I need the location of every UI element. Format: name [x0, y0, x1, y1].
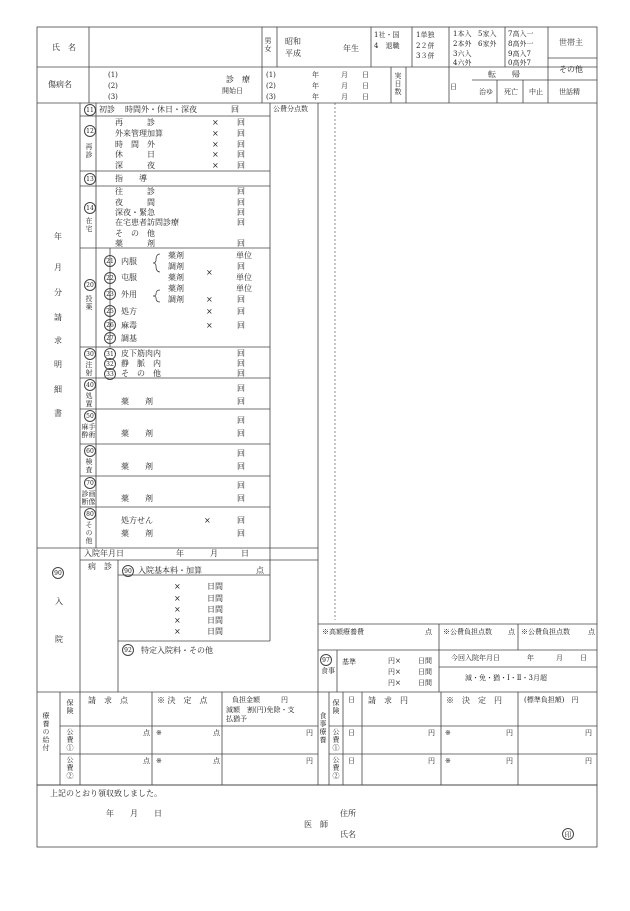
- chozai-kihon-label: 調基: [121, 334, 137, 343]
- chusha-item-3: そ の 他: [121, 369, 161, 378]
- shokuji-title: 食事療養: [319, 712, 327, 744]
- gazo-kai-1: 回: [237, 481, 245, 490]
- chusha-item-1: 皮下筋肉内: [121, 349, 161, 358]
- code-13: 13: [84, 173, 96, 185]
- shujutsu-yakuzai: 薬 剤: [121, 429, 153, 438]
- title-char-3: 分: [54, 288, 62, 297]
- high-opt-9: 9高入7: [508, 50, 531, 58]
- ymd-y3: 年: [312, 93, 319, 101]
- code-21: 21: [104, 255, 116, 267]
- tonpuku-yakuzai: 薬剤: [168, 273, 184, 282]
- ymd-d1: 日: [362, 71, 369, 79]
- adm-opt-5: 5家入: [478, 30, 497, 38]
- k1-yen: 円: [306, 729, 313, 737]
- code-14: 14: [84, 202, 96, 214]
- code-23: 23: [104, 288, 116, 300]
- code-27: 27: [104, 332, 116, 344]
- kohi1-label: ※公費負担点数: [443, 628, 492, 636]
- disease-num-2: (2): [108, 82, 118, 90]
- sekketsu-label: 世話精: [559, 88, 580, 96]
- code-92: 92: [122, 644, 134, 656]
- nyuin-year: 年: [176, 549, 184, 558]
- disease-label: 傷病名: [48, 80, 72, 89]
- shujutsu-kai-1: 回: [237, 416, 245, 425]
- head-label: 世帯主: [559, 38, 583, 47]
- shoshin-kai: 回: [231, 105, 239, 114]
- code-33: 33: [104, 368, 116, 380]
- sonota-title: その他: [85, 521, 93, 545]
- tonpuku-tani: 単位: [236, 273, 252, 282]
- chusha-title: 注射: [85, 361, 93, 377]
- date-num-3: (3): [266, 93, 276, 101]
- shohosen-kai: 回: [237, 516, 245, 525]
- title-char-8: 書: [54, 409, 62, 418]
- code-30: 30: [84, 348, 96, 360]
- single-opt-3: 3３併: [416, 52, 435, 60]
- s2-kome: ※: [445, 757, 451, 765]
- nyuin-x-1: ×: [174, 582, 181, 591]
- zaitaku-kai-4: 回: [237, 218, 245, 227]
- saishin-kai-1: 回: [237, 118, 245, 127]
- adm-opt-3: 3六入: [453, 50, 472, 58]
- kensa-yakuzai: 薬 剤: [121, 462, 153, 471]
- zaitaku-kai-2: 回: [237, 198, 245, 207]
- footer-name: 氏名: [340, 830, 356, 839]
- other-label: その他: [559, 65, 583, 74]
- code-11: 11: [84, 104, 96, 116]
- nyuin-x-5: ×: [174, 627, 181, 636]
- adm-opt-6: 6家外: [478, 40, 497, 48]
- saishin-kai-5: 回: [237, 161, 245, 170]
- start-label-1: 診 療: [226, 75, 250, 84]
- kohi1-ten: 点: [508, 628, 515, 636]
- shokuji-kohi1: 公費①: [332, 728, 340, 752]
- code-80: 80: [84, 508, 96, 520]
- nyuin-char-1: 入: [55, 597, 63, 606]
- code-12: 12: [84, 125, 96, 137]
- title-char-2: 月: [54, 263, 62, 272]
- footer-doctor: 医 師: [304, 820, 328, 829]
- shoshin-label: 初診: [99, 105, 115, 114]
- kogaku-ten: 点: [425, 628, 432, 636]
- ymd-d3: 日: [362, 93, 369, 101]
- high-opt-7: 7高入一: [508, 30, 534, 38]
- adm-opt-2: 2本外: [453, 40, 472, 48]
- s1-yen3: 円: [585, 729, 592, 737]
- code-50: 50: [84, 410, 96, 422]
- seal-mark: 印: [562, 828, 574, 840]
- gen-label: 減・免・猶・Ⅰ・Ⅱ・3月超: [465, 674, 547, 682]
- nyuin-day: 日: [241, 549, 249, 558]
- single-opt-1: 1単独: [416, 31, 435, 39]
- saishin-item-4: 休 日: [115, 150, 155, 159]
- seikyu-label: 請 求 点: [88, 696, 128, 705]
- nyuin-days-4: 日間: [207, 616, 223, 625]
- start-label-2: 開始日: [222, 87, 243, 95]
- sonota-kai: 回: [237, 529, 245, 538]
- outcome-cured: 治ゆ: [479, 88, 493, 96]
- shoho-x: ×: [206, 307, 213, 316]
- chusha-kai-3: 回: [237, 369, 245, 378]
- kihon-label: 入院基本料・加算: [138, 566, 202, 575]
- meal-yen-3: 円×: [388, 679, 401, 687]
- high-opt-0: 0高外7: [508, 59, 531, 67]
- shochi-yakuzai: 薬 剤: [121, 397, 153, 406]
- k1-ten: 点: [143, 729, 150, 737]
- futan-1: 負担金額 円: [232, 696, 288, 704]
- nyuin-x-3: ×: [174, 605, 181, 614]
- shokuji-kohi2: 公費②: [332, 756, 340, 780]
- toyaku-title: 投薬: [85, 295, 93, 311]
- gaiyo-label: 外用: [121, 290, 137, 299]
- saishin-kai-4: 回: [237, 150, 245, 159]
- title-char-6: 明: [54, 360, 62, 369]
- s-nichi-1: 日: [348, 729, 355, 737]
- meal-days-1: 日間: [418, 657, 432, 665]
- kensa-kai-1: 回: [237, 449, 245, 458]
- code-25: 25: [104, 305, 116, 317]
- zaitaku-kai-6: 回: [237, 239, 245, 248]
- naifuku-kai: 回: [237, 262, 245, 271]
- konkai-day: 日: [580, 654, 587, 662]
- zaitaku-item-1: 往 診: [115, 187, 155, 196]
- chusha-item-2: 静 脈 内: [121, 359, 161, 368]
- kyufu-kohi2: 公費②: [66, 756, 74, 780]
- naifuku-tani: 単位: [236, 251, 252, 260]
- konkai-month: 月: [556, 654, 563, 662]
- s2-yen: 円: [428, 757, 435, 765]
- shochi-kai-1: 回: [237, 384, 245, 393]
- zaitaku-item-6: 薬 剤: [115, 239, 155, 248]
- nyuin-x-2: ×: [174, 594, 181, 603]
- naifuku-chozai: 調剤: [168, 262, 184, 271]
- code-60: 60: [84, 445, 96, 457]
- hyojun-label: (標準負担額) 円: [524, 696, 579, 704]
- meal-yen-2: 円×: [388, 668, 401, 676]
- shohosen-label: 処方せん: [121, 516, 153, 525]
- code-32: 32: [104, 358, 116, 370]
- ymd-d2: 日: [362, 82, 369, 90]
- code-22: 22: [104, 272, 116, 284]
- nyuin-x-4: ×: [174, 616, 181, 625]
- nyuin-date-label: 入院年月日: [84, 549, 124, 558]
- s1-yen2: 円: [506, 729, 513, 737]
- zaitaku-kai-3: 回: [237, 208, 245, 217]
- gaiyo-chozai: 調剤: [168, 295, 184, 304]
- zaitaku-title: 在宅: [85, 217, 93, 233]
- chusha-kai-2: 回: [237, 359, 245, 368]
- naifuku-label: 内服: [121, 257, 137, 266]
- gaiyo-x: ×: [206, 295, 213, 304]
- shokuji-label: 食事: [321, 667, 335, 675]
- kensa-title: 検査: [85, 458, 93, 474]
- adm-opt-4: 4六外: [453, 59, 472, 67]
- s-seikyu-label: 請 求 円: [368, 696, 408, 705]
- shoho-label: 処方: [121, 307, 137, 316]
- disease-num-1: (1): [108, 71, 118, 79]
- s-nichi-h: 日: [348, 696, 355, 704]
- code-70: 70: [84, 477, 96, 489]
- date-num-1: (1): [266, 71, 276, 79]
- zaitaku-item-5: そ の 他: [115, 229, 155, 238]
- gazo-kai-2: 回: [237, 494, 245, 503]
- k1-kome: ※: [156, 729, 162, 737]
- zaitaku-item-2: 夜 間: [115, 198, 155, 207]
- k2-kome: ※: [156, 757, 162, 765]
- code-90b: 90: [122, 565, 134, 577]
- shohosen-x: ×: [204, 516, 211, 525]
- era-showa: 昭和: [285, 37, 301, 46]
- code-97: 97: [320, 654, 332, 666]
- ymd-m1: 月: [341, 71, 348, 79]
- title-char-1: 年: [54, 232, 62, 241]
- title-char-7: 細: [54, 385, 62, 394]
- name-label: 氏 名: [52, 43, 76, 52]
- tokutei-label: 特定入院料・その他: [141, 646, 213, 655]
- ymd-m2: 月: [341, 82, 348, 90]
- transfer-label: 転 帰: [488, 70, 520, 79]
- nyuin-days-1: 日間: [207, 582, 223, 591]
- gaiyo-kai: 回: [237, 295, 245, 304]
- saishin-item-5: 深 夜: [115, 161, 155, 170]
- k2-yen: 円: [306, 757, 313, 765]
- code-31: 31: [104, 348, 116, 360]
- mayaku-kai: 回: [237, 321, 245, 330]
- day-char: 日: [450, 83, 457, 91]
- gaiyo-tani: 単位: [236, 284, 252, 293]
- saishin-item-3: 時 間 外: [115, 140, 155, 149]
- s1-yen: 円: [428, 729, 435, 737]
- ymd-y2: 年: [312, 82, 319, 90]
- tonpuku-label: 屯服: [121, 273, 137, 282]
- naifuku-yakuzai: 薬剤: [168, 251, 184, 260]
- born-label: 年生: [343, 44, 359, 53]
- ymd-y1: 年: [312, 71, 319, 79]
- zaitaku-item-3: 深夜・緊急: [115, 208, 155, 217]
- code-40: 40: [84, 379, 96, 391]
- futan-3: 払猶予: [226, 715, 247, 723]
- insurer-opt-2: 4 退職: [374, 42, 400, 50]
- shoshin-items: 時間外・休日・深夜: [125, 105, 197, 114]
- sex-label: 男女: [264, 37, 272, 53]
- kettei-label: ※ 決 定 点: [157, 696, 208, 705]
- k1-ten2: 点: [213, 729, 220, 737]
- saishin-x-3: ×: [212, 140, 219, 149]
- zaitaku-kai-1: 回: [237, 187, 245, 196]
- saishin-item-1: 再 診: [115, 118, 155, 127]
- high-opt-8: 8高外一: [508, 40, 534, 48]
- s2-yen2: 円: [506, 757, 513, 765]
- kogaku-label: ※高額療養費: [322, 628, 364, 636]
- kensa-kai-2: 回: [237, 462, 245, 471]
- mayaku-x: ×: [206, 321, 213, 330]
- meal-days-3: 日間: [418, 679, 432, 687]
- shochi-title: 処置: [85, 392, 93, 408]
- kyufu-hoken: 保険: [66, 699, 74, 715]
- shokuji-hoken: 保険: [332, 699, 340, 715]
- nyuin-days-3: 日間: [207, 605, 223, 614]
- days-label: 実日数: [394, 72, 402, 96]
- mayaku-label: 麻毒: [121, 321, 137, 330]
- date-num-2: (2): [266, 82, 276, 90]
- footer-date: 年 月 日: [106, 809, 162, 818]
- gazo-title: 画像診断: [81, 490, 96, 506]
- shido-label: 指 導: [115, 174, 147, 183]
- nyuin-char-2: 院: [55, 635, 63, 644]
- zaitaku-item-4: 在宅患者訪問診療: [115, 218, 179, 227]
- public-points-label: 公費分点数: [273, 105, 308, 113]
- kohi2-label: ※公費負担点数: [521, 628, 570, 636]
- shujutsu-title: 手術麻酔: [81, 423, 96, 439]
- saishin-item-2: 外来管理加算: [115, 129, 163, 138]
- received-text: 上記のとおり領収致しました。: [50, 789, 162, 798]
- shochi-kai-2: 回: [237, 397, 245, 406]
- meal-yen-1: 円×: [388, 657, 401, 665]
- outcome-died: 死亡: [504, 88, 518, 96]
- nyuin-days-5: 日間: [207, 627, 223, 636]
- s2-yen3: 円: [585, 757, 592, 765]
- saishin-kai-2: 回: [237, 129, 245, 138]
- sonota-yakuzai: 薬 剤: [121, 529, 153, 538]
- s-nichi-2: 日: [348, 757, 355, 765]
- kijun-label: 基準: [342, 658, 356, 666]
- insurer-opt-1: 1社・国: [374, 31, 400, 39]
- kyufu-kohi1: 公費①: [66, 728, 74, 752]
- title-char-4: 請: [54, 313, 62, 322]
- adm-opt-1: 1本入: [453, 30, 472, 38]
- single-opt-2: 2２併: [416, 42, 435, 50]
- s1-kome: ※: [445, 729, 451, 737]
- s-kettei-label: ※ 決 定 円: [446, 696, 502, 705]
- meal-days-2: 日間: [418, 668, 432, 676]
- ymd-m3: 月: [341, 93, 348, 101]
- k2-ten2: 点: [213, 757, 220, 765]
- shujutsu-kai-2: 回: [237, 429, 245, 438]
- saishin-title: 再診: [85, 143, 93, 159]
- saishin-x-4: ×: [212, 150, 219, 159]
- code-90: 90: [52, 567, 64, 579]
- k2-ten: 点: [143, 757, 150, 765]
- saishin-x-2: ×: [212, 129, 219, 138]
- footer-address: 住所: [340, 809, 356, 818]
- futan-2: 減額 割(円)免除・支: [226, 706, 295, 714]
- naifuku-x: ×: [206, 268, 213, 277]
- nyuin-days-2: 日間: [207, 594, 223, 603]
- saishin-kai-3: 回: [237, 140, 245, 149]
- saishin-x-1: ×: [212, 118, 219, 127]
- chusha-kai-1: 回: [237, 349, 245, 358]
- konkai-label: 今回入院年月日: [451, 654, 500, 662]
- disease-num-3: (3): [108, 93, 118, 101]
- shoho-kai: 回: [237, 307, 245, 316]
- kihon-ten: 点: [256, 566, 264, 575]
- nyuin-month: 月: [210, 549, 218, 558]
- era-heisei: 平成: [285, 49, 301, 58]
- gazo-yakuzai: 薬 剤: [121, 494, 153, 503]
- title-char-5: 求: [54, 336, 62, 345]
- gaiyo-yakuzai: 薬剤: [168, 284, 184, 293]
- code-20: 20: [84, 279, 96, 291]
- kyufu-title: 療養の給付: [42, 712, 50, 752]
- saishin-x-5: ×: [212, 161, 219, 170]
- outcome-stopped: 中止: [529, 88, 543, 96]
- konkai-year: 年: [527, 654, 534, 662]
- byoshin-label: 病 診: [88, 562, 112, 571]
- kohi2-ten: 点: [588, 628, 595, 636]
- code-26: 26: [104, 319, 116, 331]
